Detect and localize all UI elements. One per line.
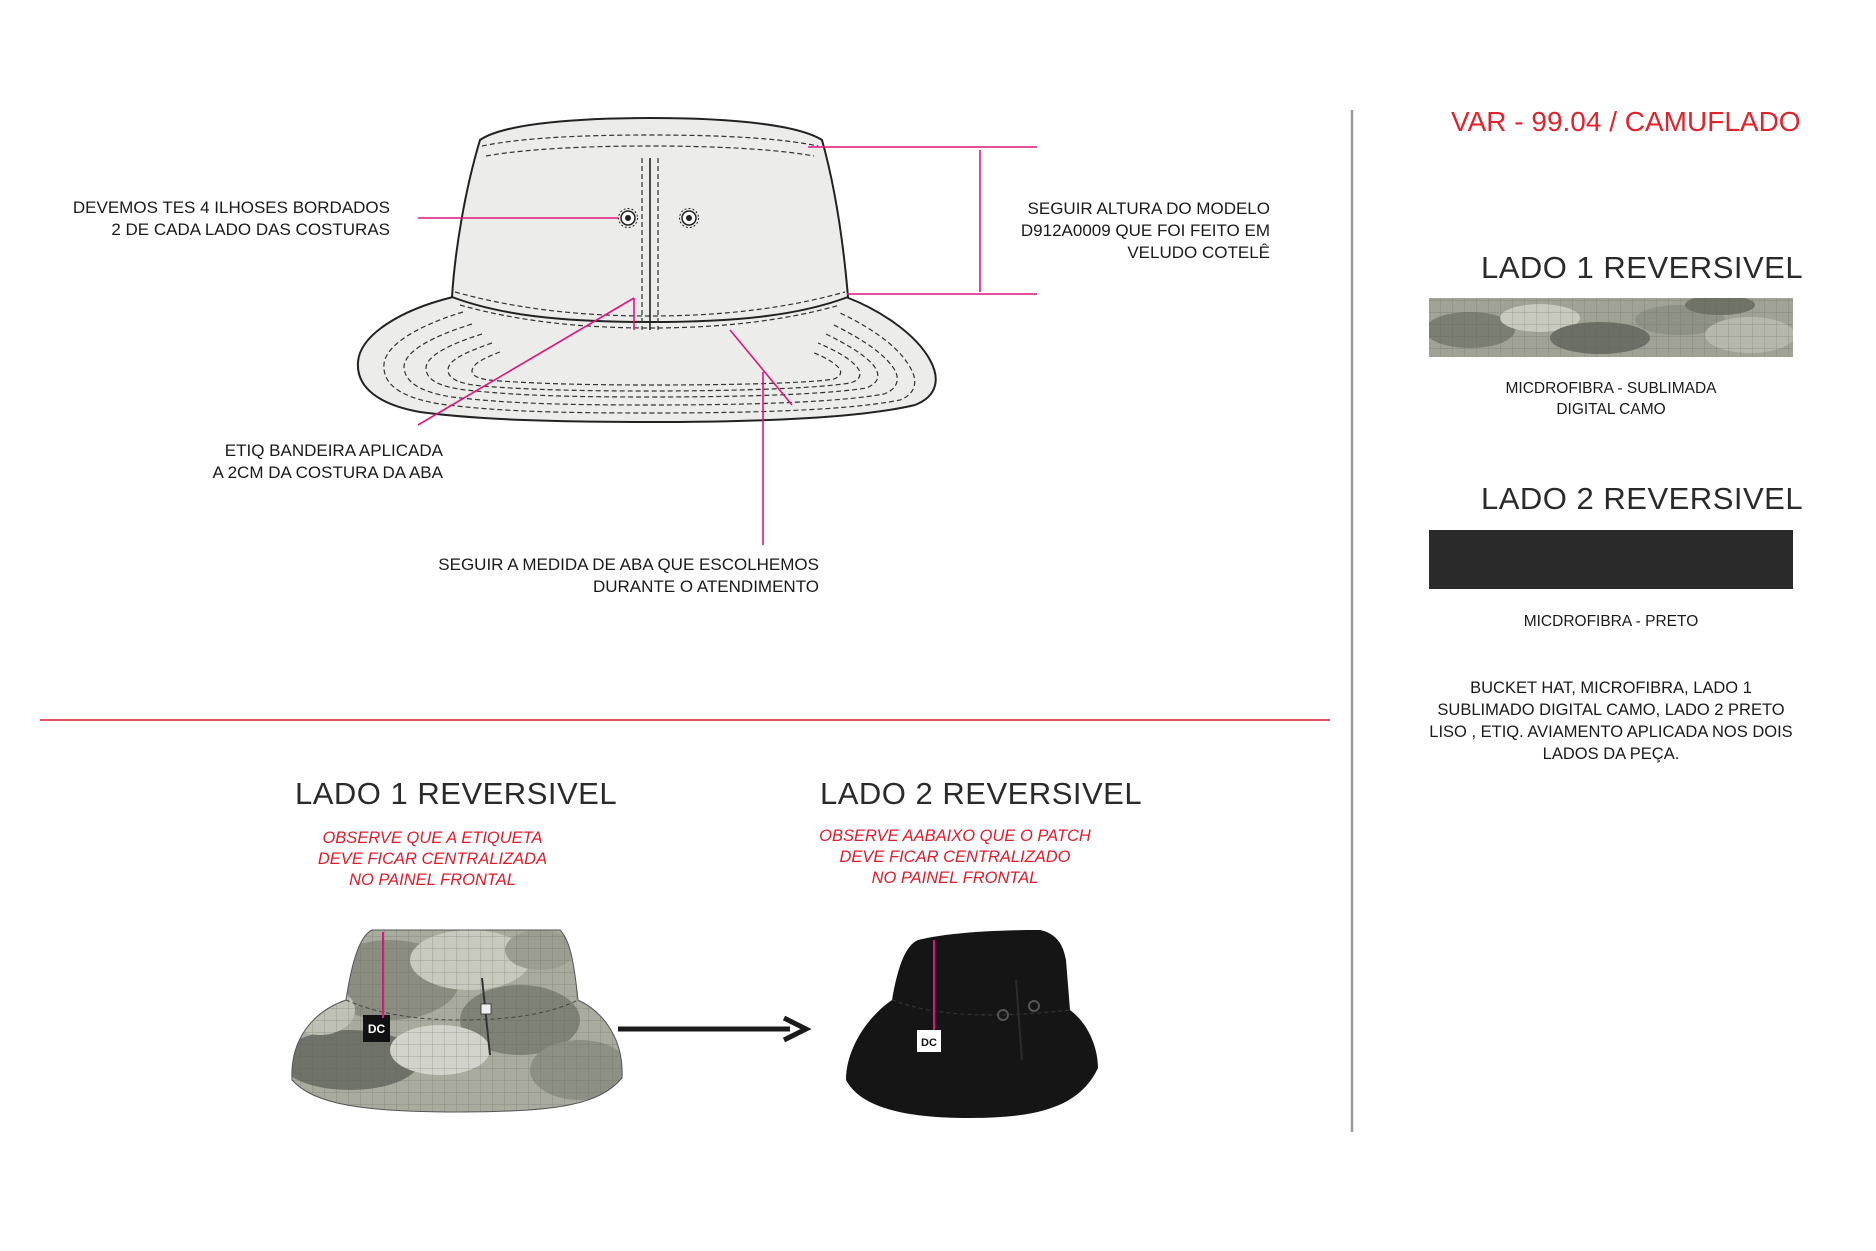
camo-hat-photo	[280, 920, 640, 1120]
black-swatch	[1429, 530, 1793, 589]
camo-swatch	[1425, 295, 1795, 357]
bucket-hat-flat-drawing	[358, 118, 936, 422]
sidebar-side1-material: MICDROFIBRA - SUBLIMADA DIGITAL CAMO	[1505, 380, 1717, 418]
sidebar-side2-material: MICDROFIBRA - PRETO	[1523, 613, 1699, 630]
sidebar-side1-title: LADO 1 REVERSIVEL	[1481, 250, 1804, 285]
svg-text:DC: DC	[367, 1022, 386, 1036]
callout-altura: SEGUIR ALTURA DO MODELO D912A0009 QUE FOI FEITO EM VELUDO COTELÊ	[1020, 199, 1270, 262]
callout-aba: SEGUIR A MEDIDA DE ABA QUE ESCOLHEMOS DURANTE O ATENDIMENTO	[438, 555, 819, 596]
callout-ilhoses: DEVEMOS TES 4 ILHOSES BORDADOS 2 DE CADA LADO DAS COSTURAS	[72, 198, 390, 239]
svg-text:DC: DC	[921, 1037, 937, 1049]
side2-note: OBSERVE AABAIXO QUE O PATCH DEVE FICAR CENTRALIZADO NO PAINEL FRONTAL	[819, 827, 1091, 887]
sidebar-side2-title: LADO 2 REVERSIVEL	[1481, 481, 1804, 516]
callout-etiq: ETIQ BANDEIRA APLICADA A 2CM DA COSTURA DA ABA	[212, 441, 443, 482]
black-hat-photo	[846, 930, 1098, 1118]
side2-title: LADO 2 REVERSIVEL	[820, 776, 1143, 811]
product-description: BUCKET HAT, MICROFIBRA, LADO 1 SUBLIMADO DIGITAL CAMO, LADO 2 PRETO LISO , ETIQ. AVIAMENTO APLICADA NOS DOIS LADOS DA PEÇA.	[1429, 679, 1793, 763]
right-arrow-icon	[618, 1018, 806, 1040]
variant-title: VAR - 99.04 / CAMUFLADO	[1451, 106, 1801, 137]
side1-note: OBSERVE QUE A ETIQUETA DEVE FICAR CENTRALIZADA NO PAINEL FRONTAL	[317, 829, 548, 889]
side1-title: LADO 1 REVERSIVEL	[295, 776, 618, 811]
